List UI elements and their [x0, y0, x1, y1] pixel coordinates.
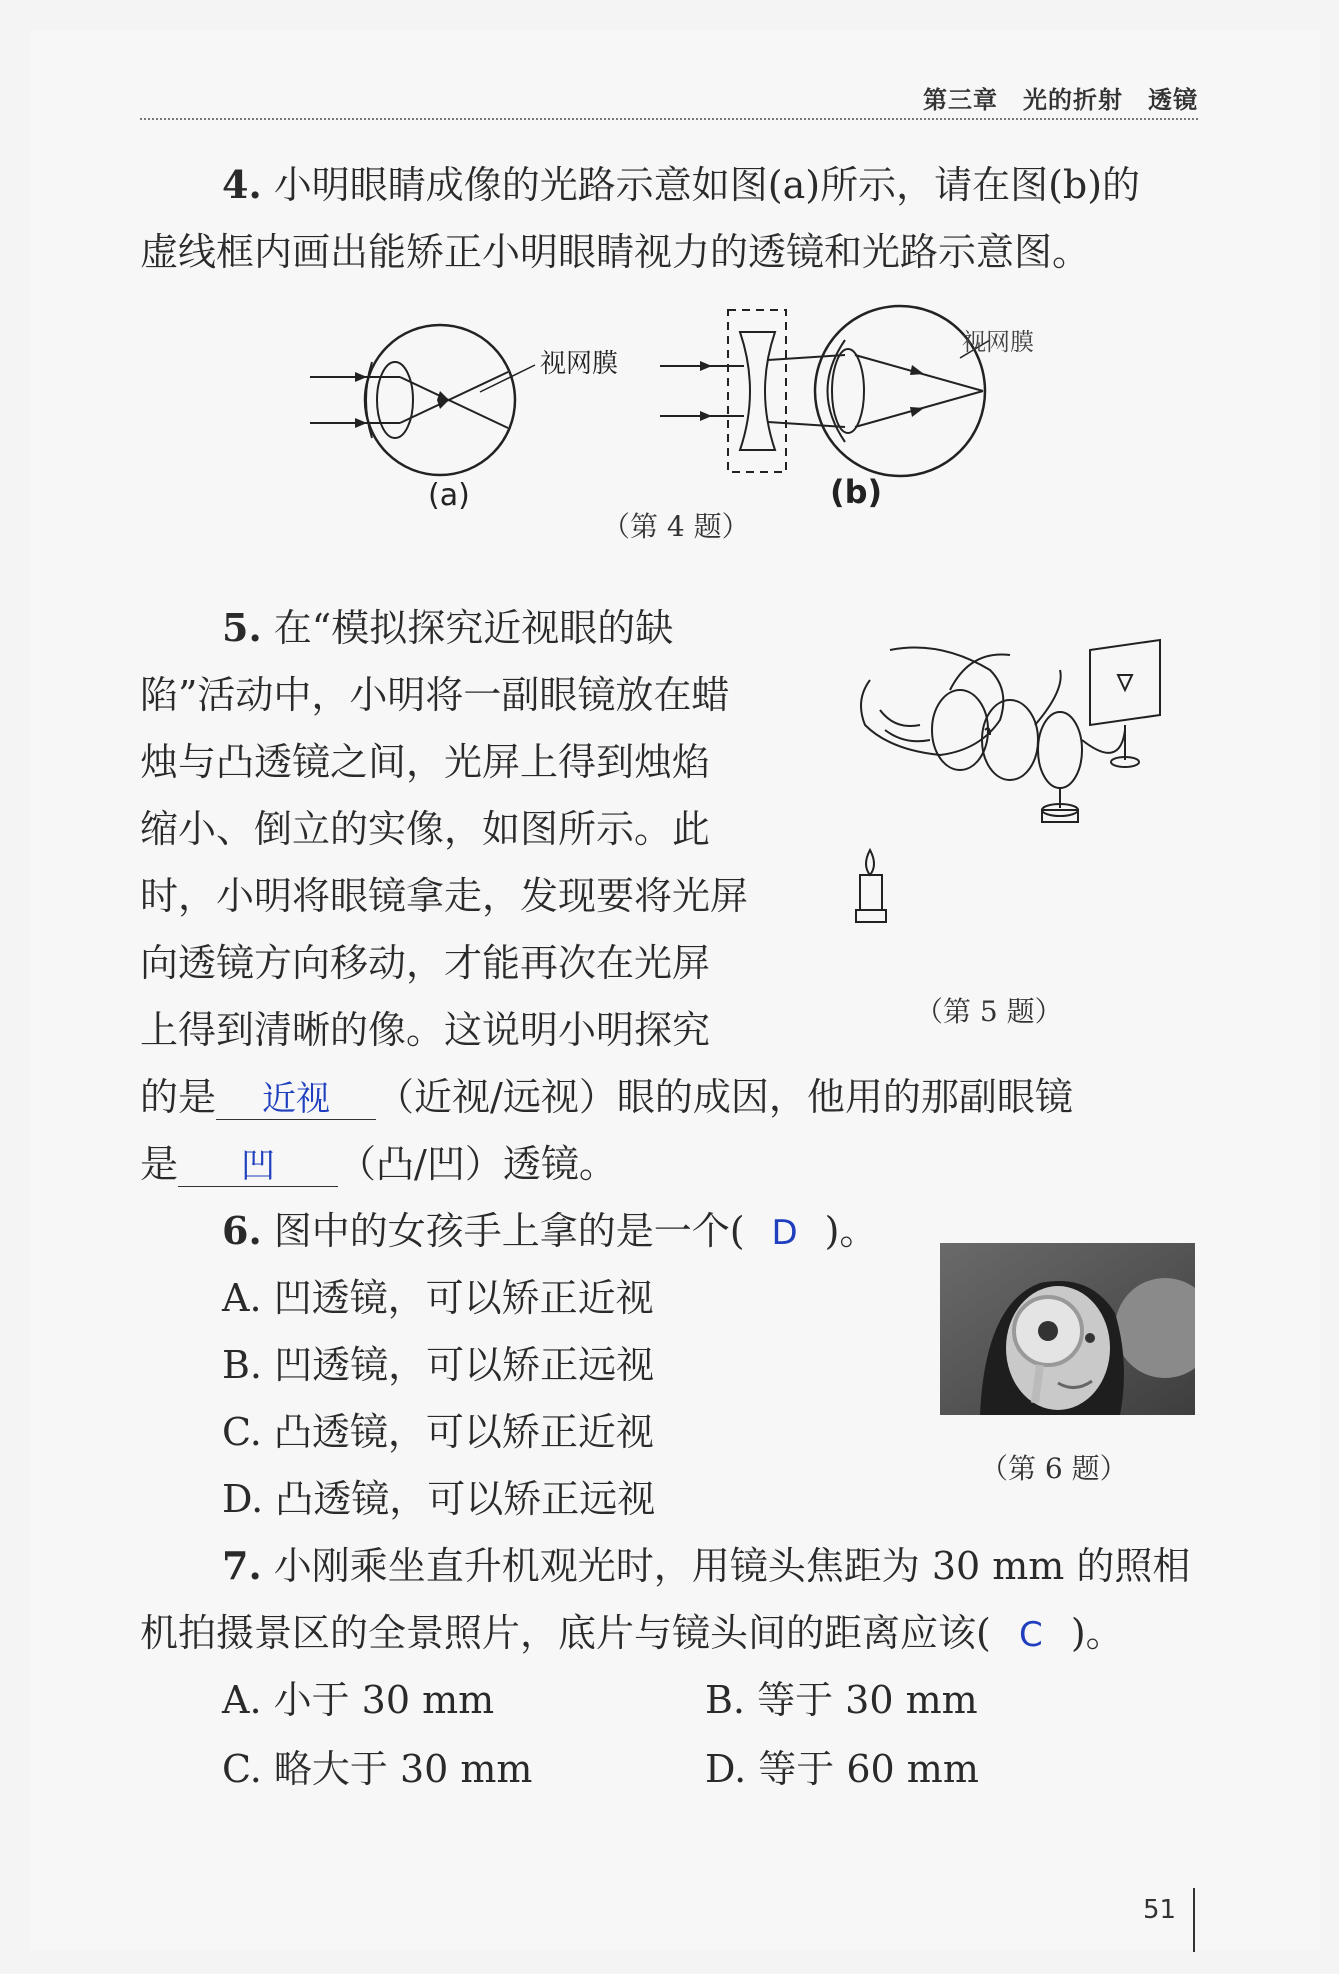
q5-answer-blank-1[interactable]	[216, 1075, 376, 1120]
glasses-left-lens	[932, 690, 988, 770]
q7-line2-pre: 机拍摄景区的全景照片，底片与镜头间的距离应该(	[140, 1611, 991, 1655]
q5-number: 5.	[222, 605, 262, 650]
q4-caption: （第 4 题）	[602, 510, 750, 543]
q6-option-d: D. 凸透镜，可以矫正远视	[222, 1477, 656, 1521]
q5-figure	[850, 630, 1180, 930]
q5-line4: 缩小、倒立的实像，如图所示。此	[140, 807, 711, 851]
convex-lens	[1038, 712, 1082, 788]
q7-line1	[222, 1541, 1190, 1591]
q7-option-a: A. 小于 30 mm	[222, 1678, 495, 1722]
dashed-lens-box	[728, 310, 786, 472]
q7-number: 7.	[222, 1543, 262, 1588]
q6-number: 6.	[222, 1208, 262, 1253]
q5-line6: 向透镜方向移动，才能再次在光屏	[140, 941, 711, 985]
magnified-eye	[1038, 1321, 1058, 1341]
q6-stem-post: )。	[824, 1209, 878, 1253]
figure-label-b: (b)	[830, 473, 883, 511]
q5-line8-post: （近视/远视）眼的成因，他用的那副眼镜	[376, 1075, 1073, 1119]
q5-line2: 陷”活动中，小明将一副眼镜放在蜡	[140, 673, 730, 717]
q5-answer-2: 凹	[241, 1146, 276, 1186]
q6-stem	[222, 1206, 877, 1258]
q4-line1	[222, 160, 1140, 210]
q6-caption: （第 6 题）	[980, 1452, 1128, 1485]
light-screen	[1090, 640, 1160, 725]
q5-line8	[140, 1072, 1073, 1122]
eye-diagram-b	[660, 306, 1034, 511]
retina-label-b: 视网膜	[962, 328, 1034, 356]
q5-answer-1: 近视	[262, 1079, 331, 1119]
q7-text-1: 小刚乘坐直升机观光时，用镜头焦距为 30 mm 的照相	[273, 1544, 1191, 1588]
q5-line8-pre: 的是	[140, 1075, 217, 1119]
q6-photo	[940, 1243, 1195, 1415]
glasses-right-lens	[982, 700, 1038, 780]
q5-line9-post: （凸/凹）透镜。	[338, 1142, 617, 1186]
q5-answer-blank-2[interactable]	[178, 1142, 338, 1187]
q7-option-d: D. 等于 60 mm	[705, 1747, 979, 1791]
q7-option-b: B. 等于 30 mm	[705, 1678, 978, 1722]
running-header	[140, 78, 1198, 120]
q6-option-a: A. 凹透镜，可以矫正近视	[222, 1276, 654, 1320]
candle-body	[860, 875, 882, 910]
figure-label-a: (a)	[428, 478, 470, 513]
page-number: 51	[1143, 1895, 1177, 1925]
q7-answer: C	[1018, 1615, 1043, 1655]
q5-text-1: 在“模拟探究近视眼的缺	[273, 606, 674, 650]
q7-answer-slot[interactable]	[991, 1608, 1071, 1660]
q5-caption: （第 5 题）	[915, 995, 1063, 1028]
q6-answer-slot[interactable]	[745, 1206, 825, 1258]
q4-figure	[300, 300, 1080, 540]
magnifier-handle	[1035, 1365, 1040, 1403]
q7-line2-post: )。	[1070, 1611, 1124, 1655]
chapter-title: 第三章 光的折射 透镜	[923, 86, 1198, 114]
q5-line7: 上得到清晰的像。这说明小明探究	[140, 1008, 711, 1052]
q7-line2	[140, 1608, 1124, 1660]
q6-stem-pre: 图中的女孩手上拿的是一个(	[273, 1209, 745, 1253]
q5-line9-pre: 是	[140, 1142, 179, 1186]
eye-diagram-a	[310, 325, 618, 513]
q4-line2: 虚线框内画出能矫正小明眼睛视力的透镜和光路示意图。	[140, 230, 1091, 274]
q5-line3: 烛与凸透镜之间，光屏上得到烛焰	[140, 740, 711, 784]
q6-answer: D	[771, 1213, 798, 1253]
concave-lens	[740, 332, 775, 450]
q6-option-c: C. 凸透镜，可以矫正近视	[222, 1410, 654, 1454]
q5-line5: 时，小明将眼镜拿走，发现要将光屏	[140, 874, 749, 918]
page-number-divider	[1193, 1888, 1195, 1952]
q5-line1	[222, 603, 673, 653]
q4-number: 4.	[222, 162, 262, 207]
q6-option-b: B. 凹透镜，可以矫正远视	[222, 1343, 655, 1387]
retina-label-a: 视网膜	[540, 349, 619, 379]
q4-text-1: 小明眼睛成像的光路示意如图(a)所示，请在图(b)的	[273, 163, 1141, 207]
q5-line9	[140, 1139, 617, 1189]
q7-option-c: C. 略大于 30 mm	[222, 1747, 533, 1791]
candle-flame	[866, 850, 874, 875]
